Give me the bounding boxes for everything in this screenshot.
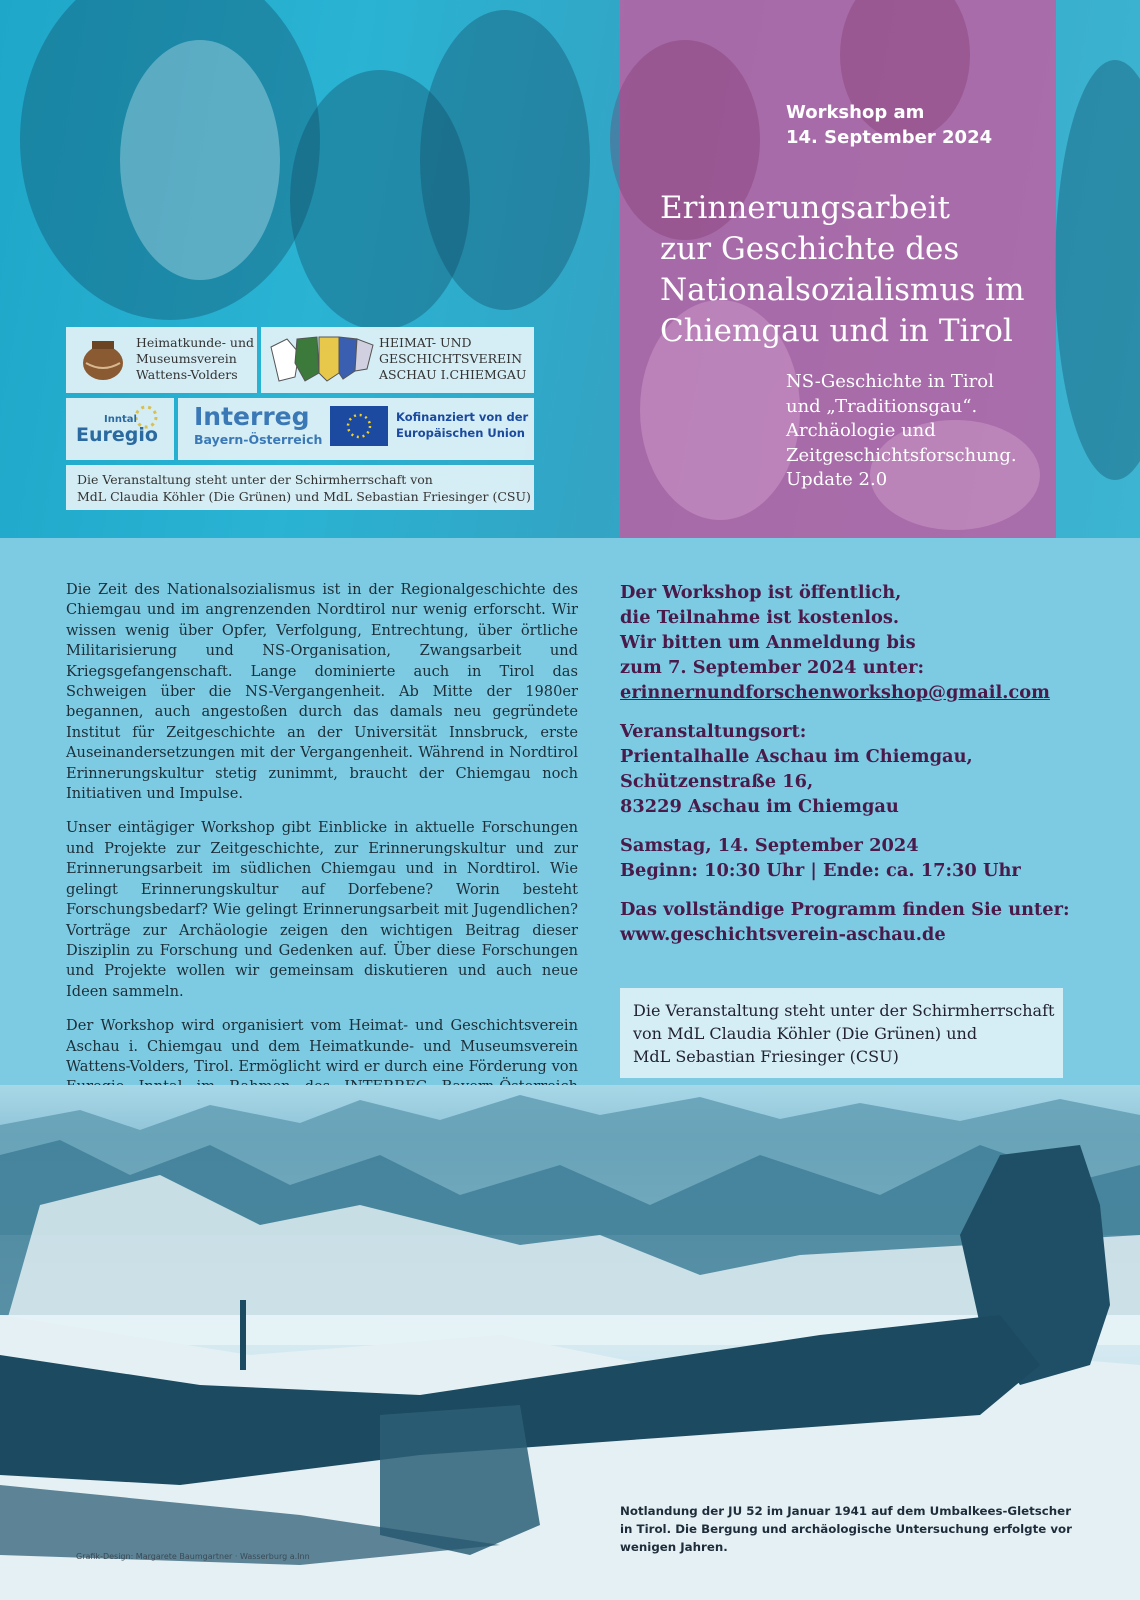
title-line: zur Geschichte des	[660, 231, 960, 267]
title-line: Chiemgau und in Tirol	[660, 313, 1013, 349]
logo-euregio-inntal	[66, 398, 174, 460]
page-subtitle	[786, 370, 1046, 493]
eu-text-line: Europäischen Union	[396, 426, 525, 440]
event-info-column	[620, 580, 1070, 961]
info-line: Wir bitten um Anmeldung bis	[620, 632, 916, 653]
program-info	[620, 897, 1070, 947]
eu-text-line: Kofinanziert von der	[396, 410, 529, 424]
subtitle-line: Update 2.0	[786, 469, 888, 490]
event-time: Beginn: 10:30 Uhr | Ende: ca. 17:30 Uhr	[620, 860, 1021, 881]
registration-email-link[interactable]: erinnernundforschenworkshop@gmail.com	[620, 682, 1050, 703]
logo-text-line: Wattens-Volders	[136, 367, 238, 382]
photo-highlight	[120, 40, 280, 280]
title-line: Nationalsozialismus im	[660, 272, 1025, 308]
title-line: Erinnerungsarbeit	[660, 190, 951, 226]
venue-line: 83229 Aschau im Chiemgau	[620, 796, 899, 817]
patronage-line: Die Veranstaltung steht unter der Schirmherrschaft von	[77, 472, 433, 487]
patronage-line: MdL Sebastian Friesinger (CSU)	[633, 1047, 899, 1066]
venue-info	[620, 719, 1060, 819]
logo-text-line: Museumsverein	[136, 351, 237, 366]
program-label: Das vollständige Programm finden Sie unter:	[620, 899, 1070, 920]
patronage-line: Die Veranstaltung steht unter der Schirmherrschaft	[633, 1001, 1055, 1020]
intro-paragraph: Der Workshop wird organisiert vom Heimat- und Geschichtsverein Aschau i. Chiemgau und dem Heimatkunde- und Museumsverein Wattens-Volders, Tirol. Ermöglicht wird er durch eine Förderung von	[66, 1017, 578, 1075]
hero-photo-band	[0, 0, 1140, 538]
logo-text-line: GESCHICHTSVEREIN	[379, 351, 523, 366]
workshop-line: Workshop am	[786, 102, 925, 123]
patronage-box	[620, 988, 1063, 1078]
interreg-subtitle: Bayern-Österreich	[194, 432, 323, 447]
subtitle-line: und „Traditionsgau“.	[786, 395, 978, 417]
venue-line: Schützenstraße 16,	[620, 771, 814, 792]
interreg-logotype: Interreg	[194, 402, 310, 431]
photo-figure-shape	[420, 10, 590, 310]
program-website-link[interactable]: www.geschichtsverein-aschau.de	[620, 924, 946, 945]
info-line: Der Workshop ist öffentlich,	[620, 582, 902, 603]
intro-text-column	[66, 580, 578, 1153]
logo-text-line: Heimatkunde- und	[136, 335, 254, 350]
urn-icon	[78, 335, 128, 385]
patronage-line: MdL Claudia Köhler (Die Grünen) und MdL Sebastian Friesinger (CSU)	[77, 489, 531, 504]
intro-paragraph: Unser eintägiger Workshop gibt Einblicke in aktuelle Forschungen und Projekte zur Zeitgeschichte, zur Erinnerungskultur und zur Erinnerungsarbeit im südlichen Chiemgau und in Nordtirol. Wie gelingt Erinnerungskultur auf Dorfebene? Worin besteht Forschungsbedarf? Wie gelingt Erinnerungsarbeit mit Jugendlichen? Vorträge zur Archäologie zeigen den wichtigen Beitrag dieser Disziplin zu Forschung und Gedenken auf. Über diese Forschungen und Projekte wollen wir gemeinsam diskutieren und auch neue Ideen sammeln.	[66, 819, 578, 1000]
euregio-small-text: Inntal	[104, 414, 137, 425]
venue-line: Prientalhalle Aschau im Chiemgau,	[620, 746, 973, 767]
logo-geschichtsverein-aschau	[261, 327, 534, 393]
event-date: Samstag, 14. September 2024	[620, 835, 919, 856]
coat-of-arms-icon	[269, 333, 375, 387]
page-title	[660, 188, 1040, 352]
workshop-line: 14. September 2024	[786, 127, 993, 148]
eu-flag-icon	[330, 406, 388, 446]
intro-paragraph: Die Zeit des Nationalsozialismus ist in der Regionalgeschichte des Chiemgau und im angrenzenden Nordtirol nur wenig erforscht. Wir wissen wenig über Opfer, Verfolgung, Entrechtung, über örtliche Militarisierung und NS-Organisation, Zwangsarbeit und Kriegsgefangenschaft. Lange dominierte auch in Tirol das Schweigen über die NS-Vergangenheit. Ab Mitte der 1980er begannen, auch angestoßen durch das damals neu gegründete Institut für Zeitgeschichte an der Universität Innsbruck, erste Auseinandersetzungen mit der Vergangenheit. Während in Nordtirol Erinnerungskultur stetig zunimmt, braucht der Chiemgau noch Initiativen und Impulse.	[66, 581, 578, 803]
date-time-info	[620, 833, 1060, 883]
eu-stars-icon	[330, 406, 388, 446]
subtitle-line: Zeitgeschichtsforschung.	[786, 444, 1017, 466]
info-line: zum 7. September 2024 unter:	[620, 657, 925, 678]
subtitle-line: Archäologie und	[786, 420, 936, 441]
logo-heimatkunde-museumsverein	[66, 327, 257, 393]
patronage-line: von MdL Claudia Köhler (Die Grünen) und	[633, 1024, 978, 1043]
venue-line: Veranstaltungsort:	[620, 721, 807, 742]
photo-figure-shape	[1055, 60, 1140, 480]
workshop-date-label	[786, 100, 1036, 150]
logo-text-line: ASCHAU I.CHIEMGAU	[379, 367, 527, 382]
registration-info	[620, 580, 1060, 705]
logo-text-line: HEIMAT- UND	[379, 335, 472, 350]
caption-line: Notlandung der JU 52 im Januar 1941 auf dem Umbalkees-Gletscher	[620, 1504, 1072, 1518]
caption-line: wenigen Jahren.	[620, 1540, 728, 1554]
info-line: die Teilnahme ist kostenlos.	[620, 607, 900, 628]
subtitle-line: NS-Geschichte in Tirol	[786, 371, 994, 392]
patronage-box-top	[66, 465, 534, 510]
photo-caption	[620, 1502, 1072, 1556]
design-credit: Grafik-Design: Margarete Baumgartner · Wasserburg a.Inn	[76, 1552, 310, 1561]
euregio-logotype: Euregio	[76, 424, 158, 446]
caption-line: in Tirol. Die Bergung und archäologische Untersuchung erfolgte vor	[620, 1522, 1072, 1536]
logo-interreg-eu	[178, 398, 534, 460]
